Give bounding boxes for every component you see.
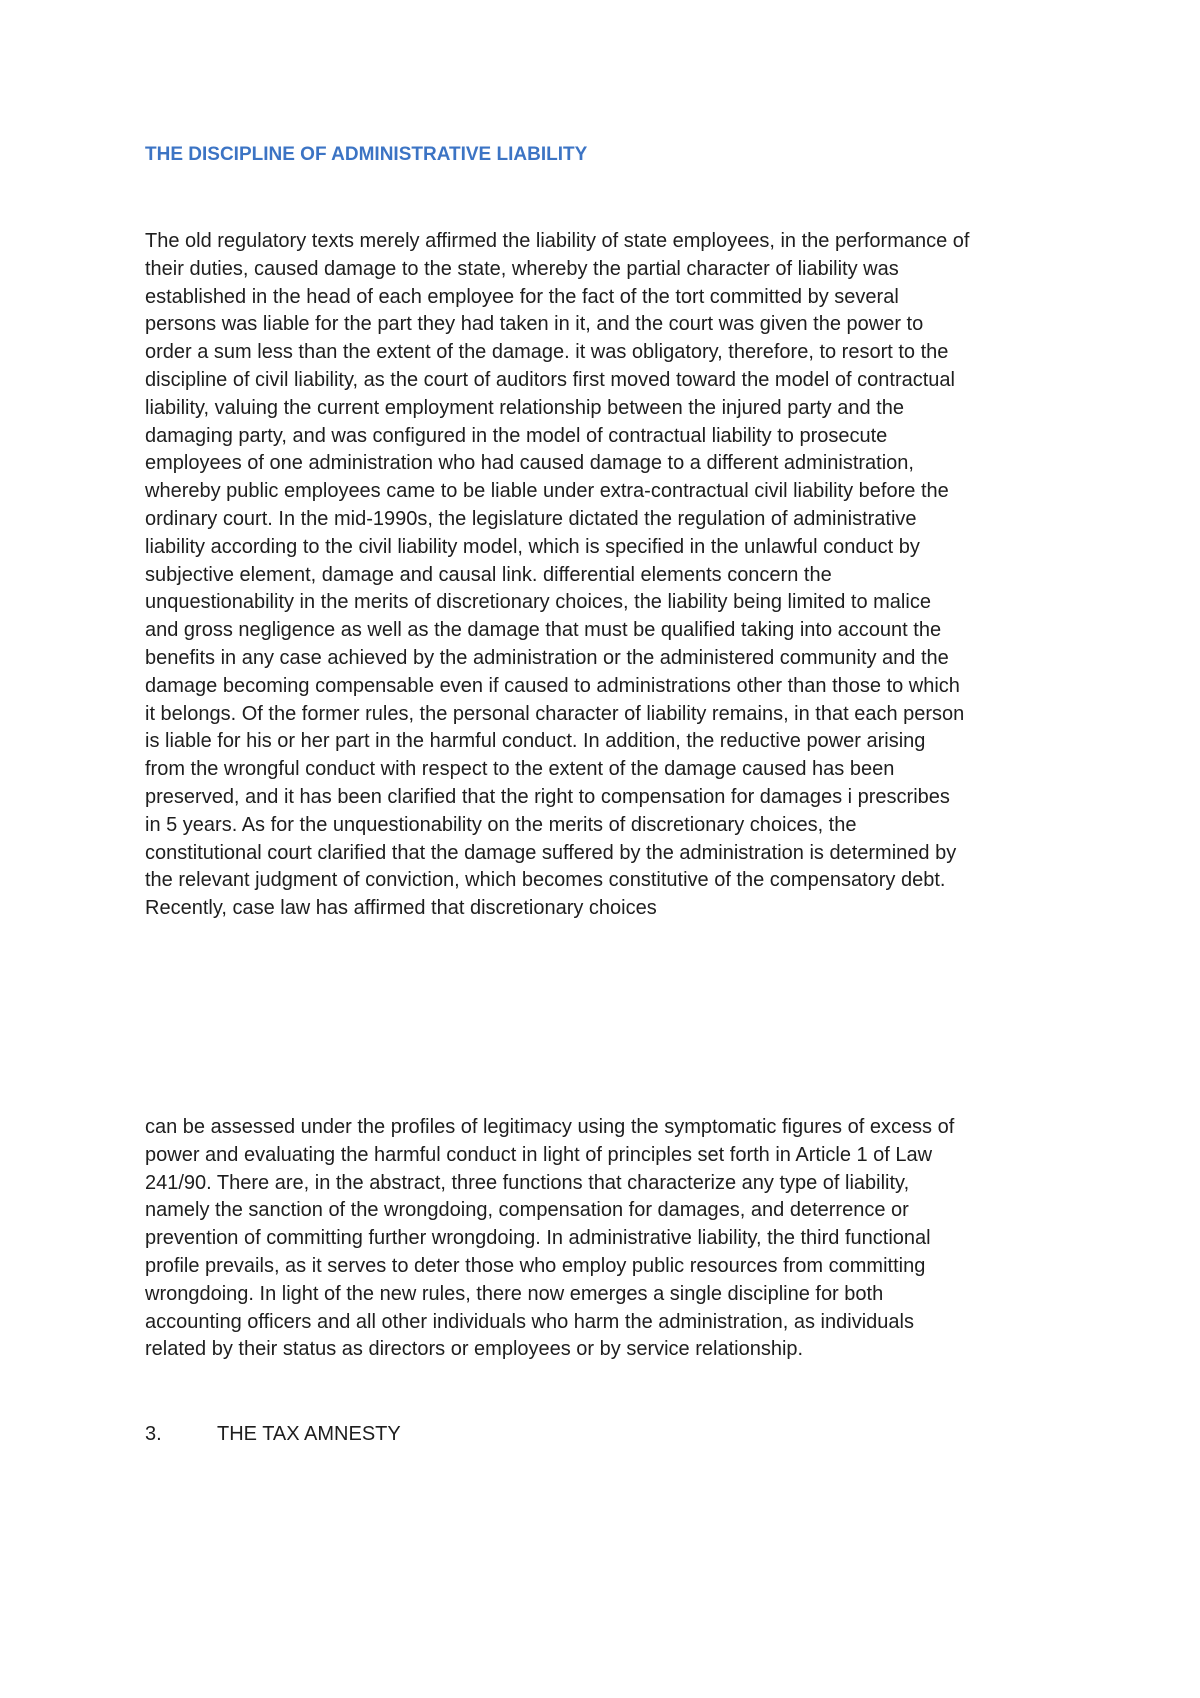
text-line: ordinary court. In the mid-1990s, the legislature dictated the regulation of administrative (145, 507, 917, 530)
text-line: and gross negligence as well as the damage that must be qualified taking into account the (145, 619, 942, 642)
text-line: power and evaluating the harmful conduct in light of principles set forth in Article 1 of Law (145, 1143, 933, 1166)
text-line: discipline of civil liability, as the court of auditors first moved toward the model of contractual (145, 368, 955, 391)
text-line: accounting officers and all other individuals who harm the administration, as individuals (145, 1310, 914, 1333)
text-line: related by their status as directors or employees or by service relationship. (145, 1338, 804, 1361)
text-line: established in the head of each employee for the fact of the tort committed by several (145, 285, 899, 308)
text-line: order a sum less than the extent of the damage. it was obligatory, therefore, to resort to the (145, 341, 949, 364)
text-line: whereby public employees came to be liable under extra-contractual civil liability before the (145, 480, 949, 503)
text-line: liability, valuing the current employment relationship between the injured party and the (145, 396, 904, 419)
text-line: constitutional court clarified that the damage suffered by the administration is determined by (145, 841, 957, 864)
text-line: 241/90. There are, in the abstract, three functions that characterize any type of liability, (145, 1171, 910, 1194)
text-line: is liable for his or her part in the harmful conduct. In addition, the reductive power arising (145, 730, 926, 753)
text-line: their duties, caused damage to the state, whereby the partial character of liability was (145, 257, 899, 280)
text-line: liability according to the civil liability model, which is specified in the unlawful conduct by (145, 535, 920, 558)
text-line: damaging party, and was configured in the model of contractual liability to prosecute (145, 424, 888, 447)
text-line: employees of one administration who had caused damage to a different administration, (145, 452, 914, 475)
text-line: in 5 years. As for the unquestionability on the merits of discretionary choices, the (145, 813, 857, 836)
text-line: unquestionability in the merits of discretionary choices, the liability being limited to malice (145, 591, 931, 614)
text-line: The old regulatory texts merely affirmed the liability of state employees, in the performance of (145, 230, 970, 252)
text-line: wrongdoing. In light of the new rules, there now emerges a single discipline for both (145, 1282, 884, 1305)
document-heading: THE DISCIPLINE OF ADMINISTRATIVE LIABILITY (145, 144, 588, 165)
text-line: prevention of committing further wrongdoing. In administrative liability, the third functional (145, 1227, 931, 1250)
text-line: Recently, case law has affirmed that discretionary choices (145, 897, 657, 920)
text-line: persons was liable for the part they had taken in it, and the court was given the power to (145, 313, 924, 336)
text-line: namely the sanction of the wrongdoing, compensation for damages, and deterrence or (145, 1199, 909, 1222)
text-line: it belongs. Of the former rules, the personal character of liability remains, in that each person (145, 702, 965, 725)
text-line: can be assessed under the profiles of legitimacy using the symptomatic figures of excess of (145, 1116, 955, 1138)
text-line: damage becoming compensable even if caused to administrations other than those to which (145, 674, 960, 697)
section-heading (145, 1423, 401, 1446)
paragraph-1 (145, 228, 1085, 923)
paragraph-2 (145, 1114, 1085, 1364)
section-title: THE TAX AMNESTY (217, 1423, 401, 1445)
text-line: from the wrongful conduct with respect to the extent of the damage caused has been (145, 758, 895, 781)
text-line: the relevant judgment of conviction, which becomes constitutive of the compensatory debt. (145, 869, 946, 892)
text-line: preserved, and it has been clarified that the right to compensation for damages i prescribes (145, 785, 950, 808)
text-line: profile prevails, as it serves to deter those who employ public resources from committing (145, 1254, 926, 1277)
section-number: 3. (145, 1423, 162, 1445)
text-line: benefits in any case achieved by the administration or the administered community and the (145, 646, 949, 669)
text-line: subjective element, damage and causal link. differential elements concern the (145, 563, 832, 586)
